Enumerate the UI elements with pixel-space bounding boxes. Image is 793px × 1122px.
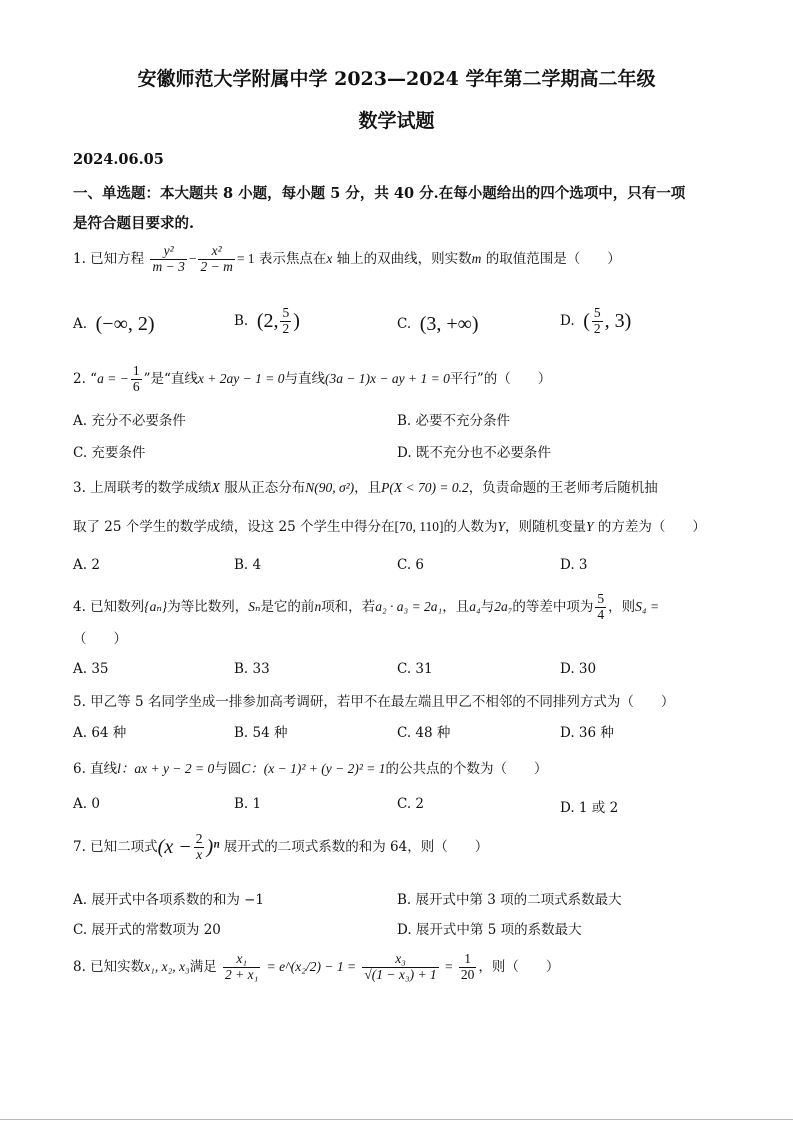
q4-option-b: B. 33	[234, 661, 270, 677]
q3-option-d: D. 3	[560, 557, 588, 573]
section-heading-line2: 是符合题目要求的.	[73, 215, 195, 232]
q4-option-d: D. 30	[560, 661, 597, 677]
q2-option-a: A. 充分不必要条件	[73, 413, 186, 429]
q5-option-a: A. 64 种	[73, 725, 127, 741]
q3-option-b: B. 4	[234, 557, 262, 573]
section-heading-line1: 一、单选题：本大题共 8 小题，每小题 5 分，共 40 分.在每小题给出的四个选项中，只有一项	[73, 185, 686, 202]
q1-option-d: D. ( $\frac{5}{2}$ , 3)	[560, 305, 632, 336]
question-2: 2. “a = − $\frac{1}{6}$ ”是“直线x + 2ay − 1 = 0与直线(3a − 1)x − ay + 1 = 0平行”的（ ）	[73, 363, 552, 394]
question-7: 7. 已知二项式(x − $\frac{2}{x}$ )ⁿ 展开式的二项式系数的和为 64，则（ ）	[73, 831, 489, 862]
q7-option-d: D. 展开式中第 5 项的系数最大	[397, 922, 582, 938]
q1-fraction-1: $\frac{\text{y²}}{m - 3}$	[152, 243, 185, 274]
q1-option-c: C. (3, +∞)	[397, 313, 479, 335]
question-1: 1. 已知方程 $\frac{\text{y²}}{m - 3}$ − $\frac{\text{x²}}{2 - m}$ = 1 表示焦点在x 轴上的双曲线，则实数m 的取值范围是（ ）	[73, 243, 621, 274]
page-subtitle: 数学试题	[358, 110, 435, 132]
q1-option-a: A. (−∞, 2)	[73, 313, 155, 335]
question-8: 8. 已知实数x₁, x₂, x₃满足 $\frac{\text{x₁}}{\text{2 + x₁}}$ = e^(x₂/2) − 1 = $\frac{\text{x₃}}{\text{√(1 − x₃) + 1}}$ = $\frac{1}{20}$ ，则（ ）	[73, 951, 560, 982]
question-3-line2: 取了 25 个学生的数学成绩，设这 25 个学生中得分在[70, 110]的人数为Y，则随机变量Y 的方差为（ ）	[73, 519, 706, 535]
q5-option-b: B. 54 种	[234, 725, 288, 741]
q7-option-b: B. 展开式中第 3 项的二项式系数最大	[397, 892, 622, 908]
question-4-line2: （ ）	[73, 631, 127, 647]
q5-option-d: D. 36 种	[560, 725, 614, 741]
question-3-line1: 3. 上周联考的数学成绩X 服从正态分布N(90, σ²)，且P(X < 70) = 0.2，负责命题的王老师考后随机抽	[73, 480, 658, 496]
page-bottom-border	[0, 1119, 793, 1120]
question-5: 5. 甲乙等 5 名同学坐成一排参加高考调研，若甲不在最左端且甲乙不相邻的不同排列方式为（ ）	[73, 694, 675, 710]
q4-option-a: A. 35	[73, 661, 109, 677]
q2-option-c: C. 充要条件	[73, 445, 146, 461]
q1-option-b: B. (2, $\frac{5}{2}$ )	[234, 305, 300, 336]
q7-option-c: C. 展开式的常数项为 20	[73, 922, 221, 938]
page-title: 安徽师范大学附属中学 2023—2024 学年第二学期高二年级	[137, 68, 656, 90]
question-4-line1: 4. 已知数列{aₙ}为等比数列，Sₙ是它的前n项和，若a₂ · a₃ = 2a₁，且a₄与2a₇的等差中项为 $\frac{5}{4}$ ，则S₄ =	[73, 591, 660, 622]
q6-option-a: A. 0	[73, 796, 100, 812]
q5-option-c: C. 48 种	[397, 725, 451, 741]
q7-option-a: A. 展开式中各项系数的和为 −1	[73, 892, 265, 908]
question-6: 6. 直线l：ax + y − 2 = 0与圆C：(x − 1)² + (y − 2)² = 1的公共点的个数为（ ）	[73, 761, 548, 777]
q3-option-c: C. 6	[397, 557, 425, 573]
q1-fraction-2: $\frac{\text{x²}}{2 - m}$	[200, 243, 233, 274]
exam-date: 2024.06.05	[73, 151, 164, 168]
q4-option-c: C. 31	[397, 661, 433, 677]
q6-option-b: B. 1	[234, 796, 262, 812]
q2-option-b: B. 必要不充分条件	[397, 413, 511, 429]
q6-option-d: D. 1 或 2	[560, 800, 619, 816]
q2-option-d: D. 既不充分也不必要条件	[397, 445, 551, 461]
q6-option-c: C. 2	[397, 796, 425, 812]
q3-option-a: A. 2	[73, 557, 100, 573]
